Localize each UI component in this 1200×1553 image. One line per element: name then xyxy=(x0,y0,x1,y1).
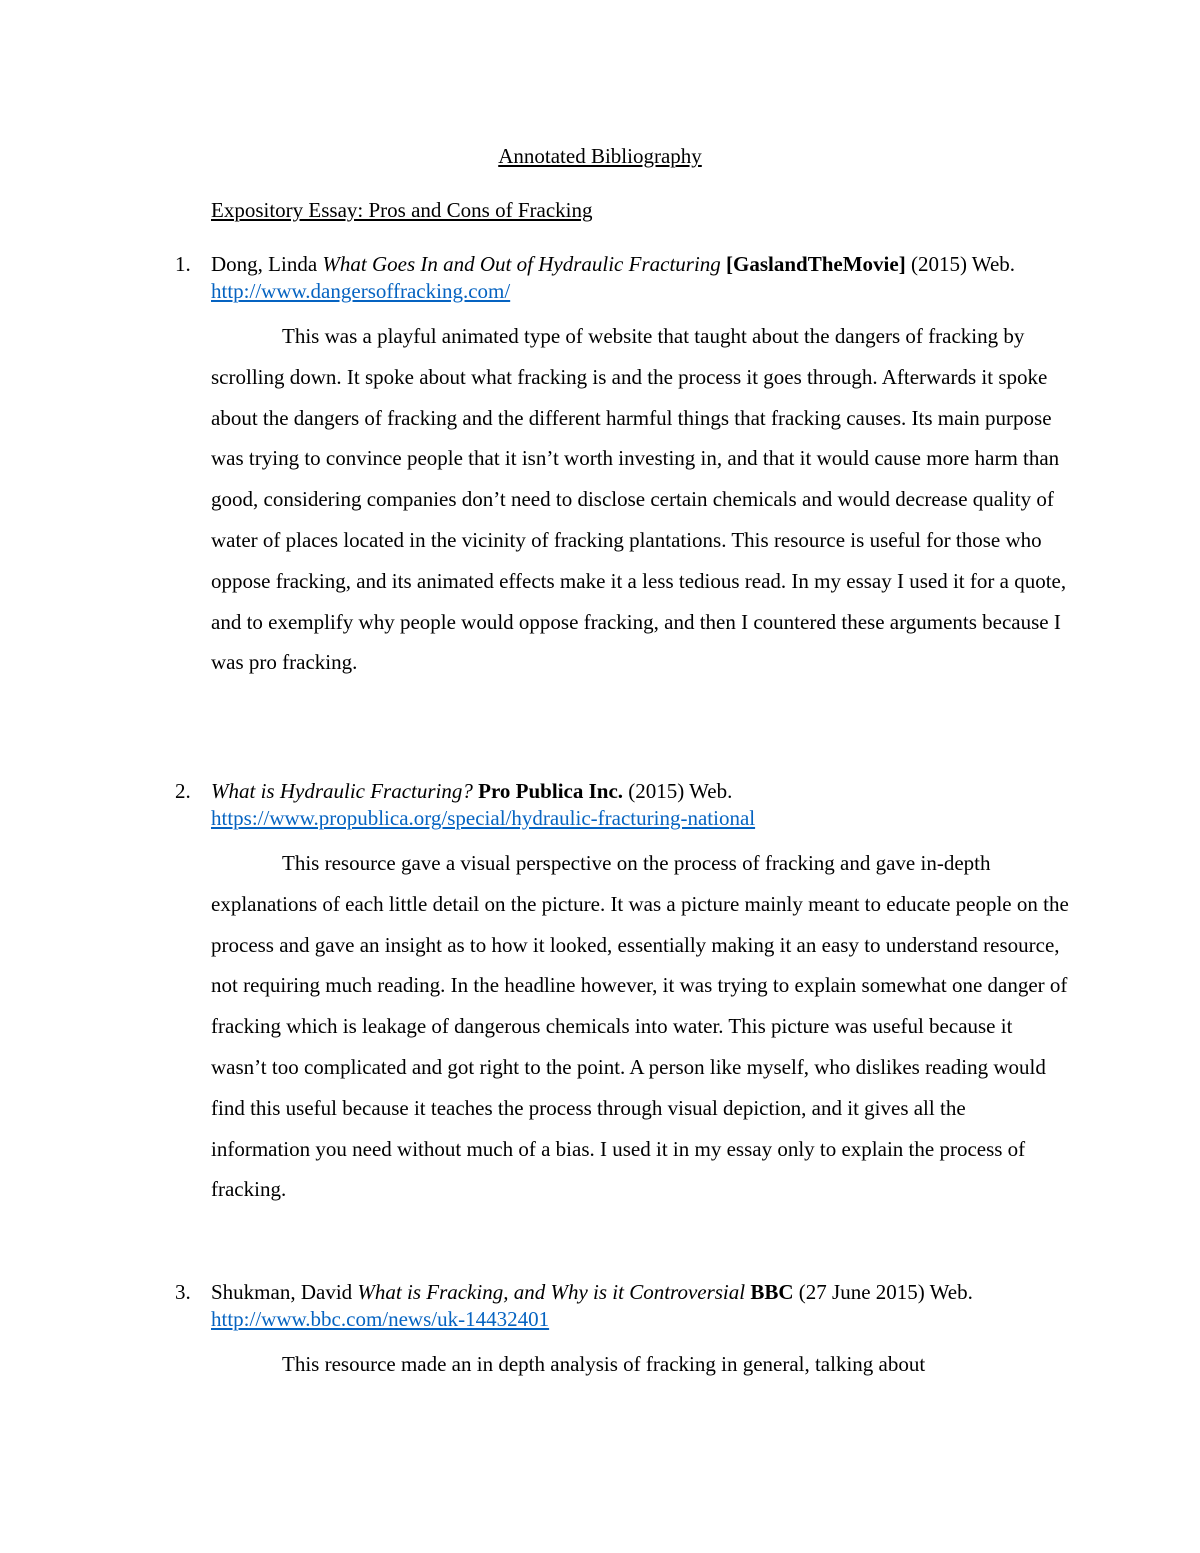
entry-number: 2. xyxy=(175,779,191,803)
essay-subtitle: Expository Essay: Pros and Cons of Fracking xyxy=(211,198,593,222)
citation-date: (27 June 2015) Web. xyxy=(793,1280,973,1304)
citation-title: What is Hydraulic Fracturing? xyxy=(211,779,473,803)
bibliography-entry-3 xyxy=(175,1279,1071,1385)
annotation-paragraph: This resource gave a visual perspective on the process of fracking and gave in-depth explanations of each little detail on the picture. It was a picture mainly meant to educate people on the process and gave an insight as to how it looked, essentially making it an easy to understand resource, not requiring much reading. In the headline however, it was trying to explain somewhat one danger of fracking which is leakage of dangerous chemicals into water. This picture was useful because it wasn’t too complicated and got right to the point. A person like myself, who dislikes reading would find this useful because it teaches the process through visual depiction, and it gives all the information you need without much of a bias. I used it in my essay only to explain the process of fracking. xyxy=(211,851,1069,1202)
page-title: Annotated Bibliography xyxy=(498,144,702,168)
citation xyxy=(211,1279,1071,1306)
annotation-paragraph: This resource made an in depth analysis of fracking in general, talking about xyxy=(282,1352,926,1376)
citation-url-link[interactable]: http://www.bbc.com/news/uk-14432401 xyxy=(211,1307,550,1331)
citation-url-link[interactable]: http://www.dangersoffracking.com/ xyxy=(211,279,511,303)
citation-title: What Goes In and Out of Hydraulic Fracturing xyxy=(322,252,721,276)
citation-date: (2015) Web. xyxy=(623,779,733,803)
citation xyxy=(211,251,1071,278)
citation-author: Dong, Linda xyxy=(211,252,323,276)
bibliography-entry-1 xyxy=(175,251,1071,683)
citation xyxy=(211,778,1071,805)
citation-title: What is Fracking, and Why is it Controversial xyxy=(357,1280,746,1304)
annotation-paragraph: This was a playful animated type of website that taught about the dangers of fracking by scrolling down. It spoke about what fracking is and the process it goes through. Afterwards it spoke about the dangers of fracking and the different harmful things that fracking causes. Its main purpose was trying to convince people that it isn’t worth investing in, and that it would cause more harm than good, considering companies don’t need to disclose certain chemicals and would decrease quality of water of places located in the vicinity of fracking plantations. This resource is useful for those who oppose fracking, and its animated effects make it a less tedious read. In my essay I used it for a quote, and to exemplify why people would oppose fracking, and then I countered these arguments because I was pro fracking. xyxy=(211,324,1067,675)
entry-number: 3. xyxy=(175,1280,191,1304)
citation-publisher: [GaslandTheMovie] xyxy=(726,252,906,276)
citation-publisher: BBC xyxy=(750,1280,794,1304)
citation-author: Shukman, David xyxy=(211,1280,358,1304)
citation-publisher: Pro Publica Inc. xyxy=(478,779,624,803)
citation-date: (2015) Web. xyxy=(905,252,1016,276)
bibliography-entry-2 xyxy=(175,778,1071,1210)
citation-url-link[interactable]: https://www.propublica.org/special/hydraulic-fracturing-national xyxy=(211,806,756,830)
entry-number: 1. xyxy=(175,252,191,276)
